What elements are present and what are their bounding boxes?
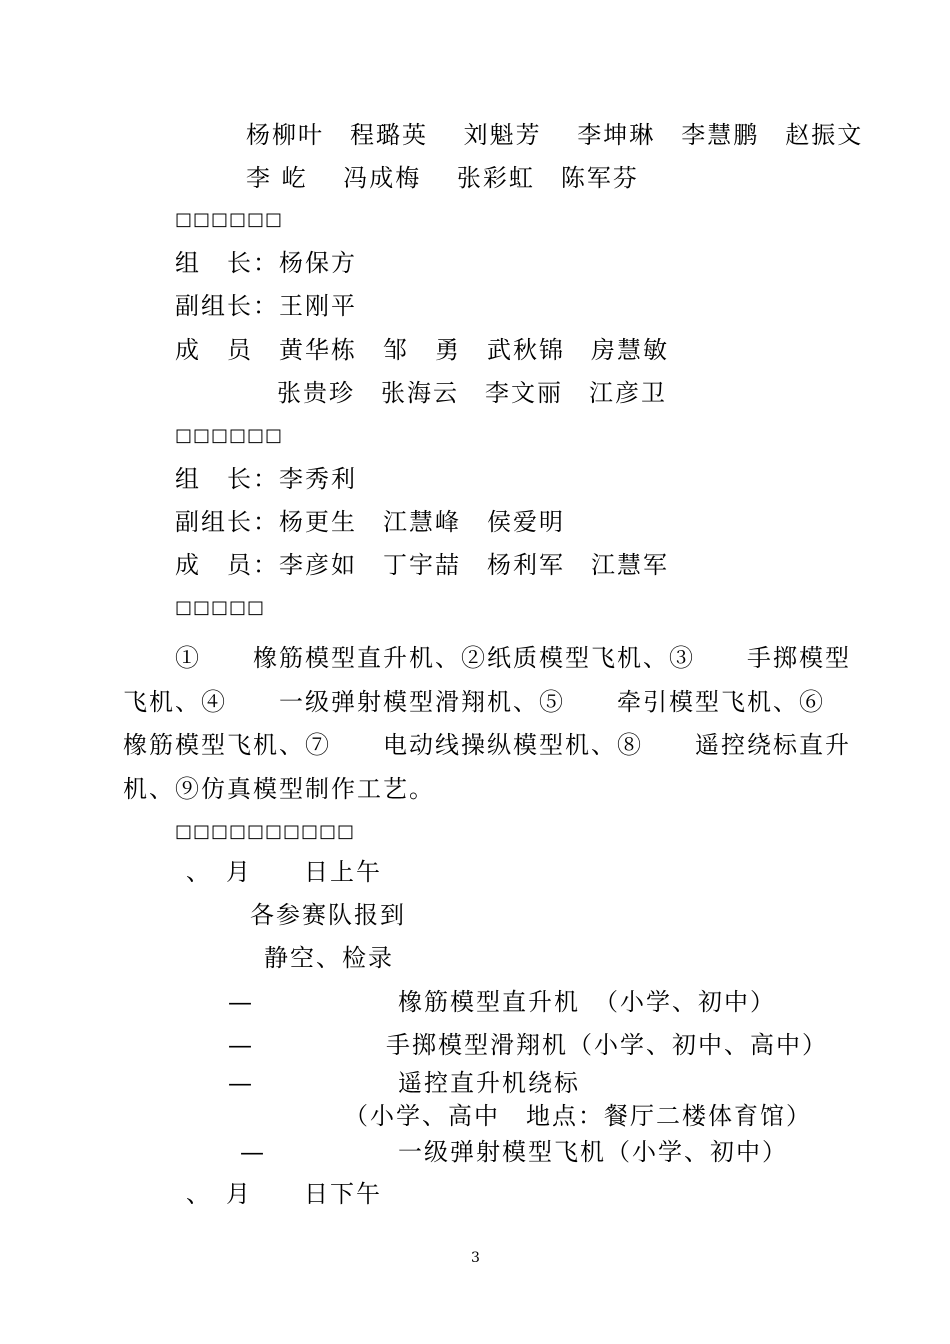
schedule-day1-am: 、 月 日上午 (186, 858, 382, 886)
events-line-1: ① 橡筋模型直升机、②纸质模型飞机、③ 手掷模型 (175, 644, 851, 672)
events-line-3: 橡筋模型飞机、⑦ 电动线操纵模型机、⑧ 遥控绕标直升 (123, 731, 851, 759)
schedule-item-3: 遥控直升机绕标 (398, 1069, 580, 1097)
section-a-heading: □□□□□□ (175, 209, 284, 230)
schedule-checkin: 静空、检录 (264, 944, 394, 972)
events-line-4: 机、⑨仿真模型制作工艺。 (123, 775, 435, 803)
section-a-members-1: 成 员 黄华栋 邹 勇 武秋锦 房慧敏 (175, 336, 669, 364)
section-b-members: 成 员：李彦如 丁宇喆 杨利军 江慧军 (175, 551, 669, 579)
events-heading: □□□□□ (175, 597, 266, 618)
member-row-1: 杨柳叶 程璐英 刘魁芳 李坤琳 李慧鹏 赵振文 (246, 121, 864, 149)
schedule-day1-pm: 、 月 日下午 (186, 1180, 382, 1208)
schedule-item-4: 一级弹射模型飞机（小学、初中） (398, 1138, 788, 1166)
schedule-dash-4: — (240, 1138, 266, 1166)
schedule-item-1: 橡筋模型直升机 （小学、初中） (398, 988, 776, 1016)
section-b-heading: □□□□□□ (175, 425, 284, 446)
section-a-deputy: 副组长：王刚平 (175, 292, 357, 320)
schedule-item-3-note: （小学、高中 地点：餐厅二楼体育馆） (344, 1102, 812, 1130)
page-number: 3 (471, 1250, 480, 1266)
section-a-members-2: 张贵珍 张海云 李文丽 江彦卫 (277, 379, 667, 407)
schedule-report: 各参赛队报到 (250, 901, 406, 929)
schedule-dash-2: — (228, 1031, 254, 1059)
schedule-dash-3: — (228, 1069, 254, 1097)
schedule-heading: □□□□□□□□□□ (175, 821, 356, 842)
section-b-leader: 组 长：李秀利 (175, 465, 357, 493)
schedule-item-2: 手掷模型滑翔机（小学、初中、高中） (386, 1031, 828, 1059)
section-a-leader: 组 长：杨保方 (175, 249, 357, 277)
events-line-2: 飞机、④ 一级弹射模型滑翔机、⑤ 牵引模型飞机、⑥ (123, 688, 825, 716)
schedule-dash-1: — (228, 988, 254, 1016)
section-b-deputy: 副组长：杨更生 江慧峰 侯爱明 (175, 508, 565, 536)
member-row-2: 李 屹 冯成梅 张彩虹 陈军芬 (246, 164, 639, 192)
